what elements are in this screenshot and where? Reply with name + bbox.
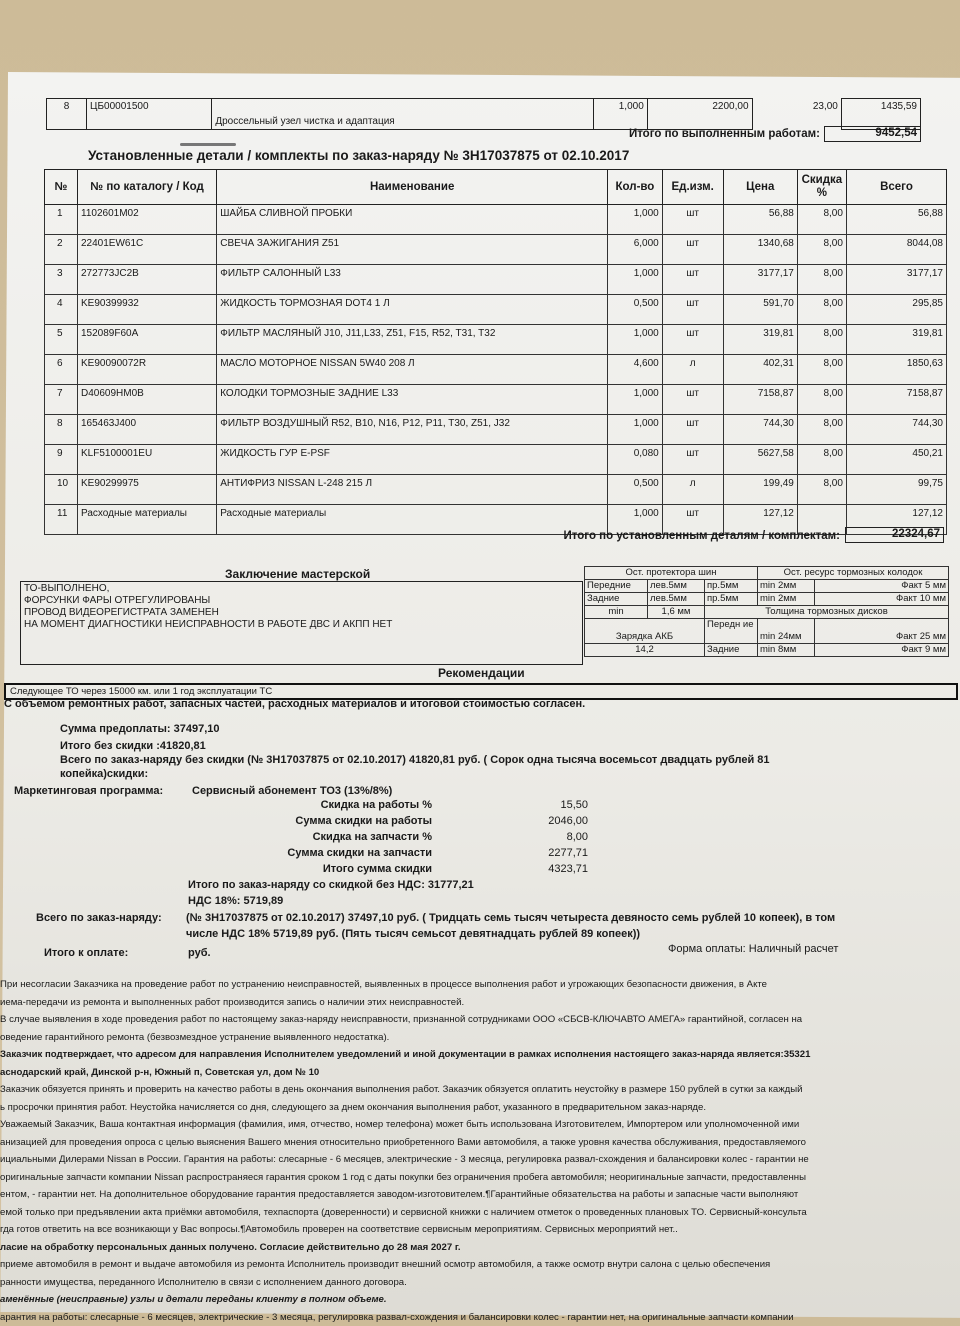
payment-form: Форма оплаты: Наличный расчет bbox=[668, 943, 838, 955]
fine-print-line: аснодарский край, Динской р-н, Южный п, Советская ул, дом № 10 bbox=[0, 1064, 960, 1082]
part-price: 199,49 bbox=[723, 475, 797, 505]
works-price: 2200,00 bbox=[647, 99, 752, 130]
part-no: 11 bbox=[45, 505, 78, 535]
terms-fine-print bbox=[0, 976, 960, 1326]
parts-header-row bbox=[45, 170, 947, 205]
part-qty: 6,000 bbox=[608, 235, 663, 265]
discount-row bbox=[200, 799, 590, 815]
works-total: 1435,59 bbox=[841, 99, 920, 130]
discs-rear-min: min 8мм bbox=[758, 644, 815, 657]
discs-front-label: Передн ие bbox=[705, 619, 758, 644]
marketing-program-label: Маркетинговая программа: bbox=[14, 785, 163, 797]
part-discount: 8,00 bbox=[797, 235, 846, 265]
order-total-line1: (№ 3Н17037875 от 02.10.2017) 37497,10 руб. ( Тридцать семь тысяч четыреста девяносто семь рублей 10 копеек), в том bbox=[186, 912, 835, 924]
tread-rear-left: лев.5мм bbox=[648, 593, 705, 606]
conclusion-title: Заключение мастерской bbox=[225, 567, 370, 581]
part-qty: 0,500 bbox=[608, 295, 663, 325]
table-row bbox=[45, 355, 947, 385]
total-with-discount: Итого по заказ-наряду со скидкой без НДС: 31777,21 bbox=[188, 879, 474, 891]
part-name: АНТИФРИЗ NISSAN L-248 215 Л bbox=[217, 475, 608, 505]
part-name: ФИЛЬТР САЛОННЫЙ L33 bbox=[217, 265, 608, 295]
tread-rear-right: пр.5мм bbox=[705, 593, 758, 606]
pads-rear-min: min 2мм bbox=[758, 593, 815, 606]
fine-print-line: В случае выявления в ходе проведения работ по настоящему заказ-наряду неисправности, признанной сотрудниками ООО «СБСВ-КЛЮЧАВТО АМЕГА» гарантийной, согласен на bbox=[0, 1011, 960, 1029]
part-no: 1 bbox=[45, 205, 78, 235]
part-discount: 8,00 bbox=[797, 295, 846, 325]
table-row bbox=[45, 415, 947, 445]
part-code: 165463J400 bbox=[78, 415, 217, 445]
part-code: 1102601M02 bbox=[78, 205, 217, 235]
table-row bbox=[45, 445, 947, 475]
works-qty: 1,000 bbox=[594, 99, 647, 130]
works-table bbox=[46, 98, 921, 130]
discs-front-fact: Факт 25 мм bbox=[815, 619, 949, 644]
discount-value: 2046,00 bbox=[432, 815, 588, 831]
part-total: 8044,08 bbox=[846, 235, 946, 265]
tread-min-label: min bbox=[585, 606, 648, 619]
fine-print-line: иема-передачи из ремонта и выполненных работ производится запись о наличии этих неисправностей. bbox=[0, 994, 960, 1012]
tread-front-label: Передние bbox=[585, 580, 648, 593]
discount-label: Скидка на работы % bbox=[200, 799, 432, 815]
parts-section-title: Установленные детали / комплекты по заказ-наряду № 3Н17037875 от 02.10.2017 bbox=[88, 148, 629, 163]
discount-row bbox=[200, 831, 590, 847]
part-discount: 8,00 bbox=[797, 205, 846, 235]
part-code: KLF5100001EU bbox=[78, 445, 217, 475]
part-qty: 1,000 bbox=[608, 205, 663, 235]
part-qty: 1,000 bbox=[608, 385, 663, 415]
fine-print-line: гда готов ответить на все возникающи у Вас вопросы.¶Автомобиль проверен на соответствие сервисным мероприятиям. Сервисных мероприятий нет.. bbox=[0, 1221, 960, 1239]
part-unit: л bbox=[662, 475, 723, 505]
part-total: 450,21 bbox=[846, 445, 946, 475]
tread-front-right: пр.5мм bbox=[705, 580, 758, 593]
part-discount: 8,00 bbox=[797, 355, 846, 385]
fine-print-line: ициальными Дилерами Nissan в России. Гарантия на работы: слесарные - 6 месяцев, электрические - 3 месяца, регулировка развал-схождения и балансировки колес - гарантии не bbox=[0, 1151, 960, 1169]
part-code: D40609HM0B bbox=[78, 385, 217, 415]
part-total: 319,81 bbox=[846, 325, 946, 355]
part-code: 22401EW61C bbox=[78, 235, 217, 265]
marketing-program-value: Сервисный абонемент ТО3 (13%/8%) bbox=[192, 785, 392, 797]
fine-print-line: Заказчик подтверждает, что адресом для направления Исполнителем уведомлений и иной документации в рамках исполнения настоящего заказ-наряда является:35321 bbox=[0, 1046, 960, 1064]
parts-total-value: 22324,67 bbox=[845, 527, 944, 543]
part-qty: 4,600 bbox=[608, 355, 663, 385]
discount-value: 15,50 bbox=[432, 799, 588, 815]
pads-front-min: min 2мм bbox=[758, 580, 815, 593]
agreement-text: С объемом ремонтных работ, запасных частей, расходных материалов и итоговой стоимостью согласен. bbox=[4, 698, 585, 710]
part-name: ФИЛЬТР МАСЛЯНЫЙ J10, J11,L33, Z51, F15, R52, T31, T32 bbox=[217, 325, 608, 355]
part-discount: 8,00 bbox=[797, 385, 846, 415]
table-row bbox=[45, 475, 947, 505]
part-unit: шт bbox=[662, 445, 723, 475]
total-no-discount: Итого без скидки :41820,81 bbox=[60, 740, 206, 752]
part-unit: шт bbox=[662, 385, 723, 415]
part-qty: 0,080 bbox=[608, 445, 663, 475]
table-row bbox=[45, 205, 947, 235]
parts-total-label: Итого по установленным деталям / комплектам: bbox=[420, 530, 840, 542]
pads-front-fact: Факт 5 мм bbox=[815, 580, 949, 593]
recommendations-text: Следующее ТО через 15000 км. или 1 год эксплуатации ТС bbox=[10, 686, 272, 697]
col-header-qty: Кол-во bbox=[608, 170, 663, 205]
fine-print-line: приеме автомобиля в ремонт и выдаче автомобиля из ремонта Исполнитель производит внешний осмотр автомобиля, а также осмотр внутри салона с целью обеспечения bbox=[0, 1256, 960, 1274]
part-price: 127,12 bbox=[723, 505, 797, 535]
discount-label: Итого сумма скидки bbox=[200, 863, 432, 879]
part-code: 272773JC2B bbox=[78, 265, 217, 295]
col-header-total: Всего bbox=[846, 170, 946, 205]
fine-print-line: ентом, - гарантии нет. На дополнительное оборудование гарантия предоставляется заводом-изготовителем.¶Гарантийные обязательства на работы и запасные части выполняют bbox=[0, 1186, 960, 1204]
discount-label: Сумма скидки на работы bbox=[200, 815, 432, 831]
part-price: 319,81 bbox=[723, 325, 797, 355]
part-unit: л bbox=[662, 355, 723, 385]
to-pay-value: руб. bbox=[188, 947, 211, 959]
table-row bbox=[47, 99, 921, 130]
col-header-price: Цена bbox=[723, 170, 797, 205]
part-qty: 1,000 bbox=[608, 325, 663, 355]
table-row bbox=[45, 265, 947, 295]
part-name: КОЛОДКИ ТОРМОЗНЫЕ ЗАДНИЕ L33 bbox=[217, 385, 608, 415]
discs-rear-label: Задние bbox=[705, 644, 758, 657]
part-code: 152089F60A bbox=[78, 325, 217, 355]
discount-row bbox=[200, 815, 590, 831]
prepay-amount: Сумма предоплаты: 37497,10 bbox=[60, 723, 220, 735]
recommendations-title: Рекомендации bbox=[438, 666, 525, 680]
tread-title: Ост. протектора шин bbox=[585, 567, 758, 580]
order-total-label: Всего по заказ-наряду: bbox=[36, 912, 162, 924]
part-name: МАСЛО МОТОРНОЕ NISSAN 5W40 208 Л bbox=[217, 355, 608, 385]
pads-rear-fact: Факт 10 мм bbox=[815, 593, 949, 606]
part-total: 1850,63 bbox=[846, 355, 946, 385]
part-no: 6 bbox=[45, 355, 78, 385]
battery-value: 14,2 bbox=[585, 644, 705, 657]
part-no: 4 bbox=[45, 295, 78, 325]
conclusion-line: ТО-ВЫПОЛНЕНО, bbox=[24, 583, 579, 595]
part-qty: 1,000 bbox=[608, 505, 663, 535]
part-unit: шт bbox=[662, 505, 723, 535]
order-no-discount-line1: Всего по заказ-наряду без скидки (№ 3Н17037875 от 02.10.2017) 41820,81 руб. ( Сорок одна тысяча восемьсот двадцать рублей 81 bbox=[60, 754, 770, 766]
part-price: 1340,68 bbox=[723, 235, 797, 265]
conclusion-line: НА МОМЕНТ ДИАГНОСТИКИ НЕИСПРАВНОСТИ В РАБОТЕ ДВС И АКПП НЕТ bbox=[24, 619, 579, 631]
discount-label: Скидка на запчасти % bbox=[200, 831, 432, 847]
part-no: 5 bbox=[45, 325, 78, 355]
part-no: 9 bbox=[45, 445, 78, 475]
fine-print-line: арантия на работы: слесарные - 6 месяцев, электрические - 3 месяца, регулировка развал-схождения и балансировки колес - гарантии нет, на оригинальные запчасти компании bbox=[0, 1309, 960, 1326]
fine-print-line: Заказчик обязуется принять и проверить на качество работы в день окончания выполнения работ. Заказчик обязуется оплатить неустойку в размере 150 рублей в сутки за каждый bbox=[0, 1081, 960, 1099]
part-name: Расходные материалы bbox=[217, 505, 608, 535]
works-code: ЦБ00001500 bbox=[87, 99, 212, 130]
parts-table-body bbox=[45, 205, 947, 535]
discount-value: 4323,71 bbox=[432, 863, 588, 879]
part-qty: 1,000 bbox=[608, 265, 663, 295]
works-total-label: Итого по выполненным работам: bbox=[480, 128, 820, 140]
order-total-line2: числе НДС 18% 5719,89 руб. (Пять тысяч семьсот девятнадцать рублей 89 копеек)) bbox=[186, 928, 640, 940]
discount-value: 8,00 bbox=[432, 831, 588, 847]
discount-row bbox=[200, 863, 590, 879]
part-name: ЖИДКОСТЬ ГУР E-PSF bbox=[217, 445, 608, 475]
fine-print-line: Уважаемый Заказчик, Ваша контактная информация (фамилия, имя, отчество, номер телефона) может быть использована Изготовителем, Импортером или уполномоченной ими bbox=[0, 1116, 960, 1134]
part-code: KE90299975 bbox=[78, 475, 217, 505]
tread-min-value: 1,6 мм bbox=[648, 606, 705, 619]
conclusion-box bbox=[20, 581, 583, 665]
col-header-no: № bbox=[45, 170, 78, 205]
fine-print-line: ласие на обработку персональных данных получено. Согласие действительно до 28 мая 2027 г. bbox=[0, 1239, 960, 1257]
parts-table bbox=[44, 169, 947, 535]
part-unit: шт bbox=[662, 235, 723, 265]
part-no: 7 bbox=[45, 385, 78, 415]
part-unit: шт bbox=[662, 325, 723, 355]
works-no: 8 bbox=[47, 99, 87, 130]
part-unit: шт bbox=[662, 205, 723, 235]
part-total: 3177,17 bbox=[846, 265, 946, 295]
part-no: 2 bbox=[45, 235, 78, 265]
part-total: 295,85 bbox=[846, 295, 946, 325]
discs-rear-fact: Факт 9 мм bbox=[815, 644, 949, 657]
staple bbox=[180, 143, 236, 146]
part-total: 7158,87 bbox=[846, 385, 946, 415]
fine-print-line: При несогласии Заказчика на проведение работ по устранению неисправностей, выявленных в процессе выполнения работ и угрожающих безопасности движения, в Акте bbox=[0, 976, 960, 994]
part-unit: шт bbox=[662, 295, 723, 325]
part-total: 99,75 bbox=[846, 475, 946, 505]
part-price: 7158,87 bbox=[723, 385, 797, 415]
discount-list bbox=[200, 799, 590, 879]
fine-print-line: ранности имущества, переданного Исполнителю в связи с исполнением данного договора. bbox=[0, 1274, 960, 1292]
col-header-discount: Скидка % bbox=[797, 170, 846, 205]
vat-amount: НДС 18%: 5719,89 bbox=[188, 895, 283, 907]
discount-row bbox=[200, 847, 590, 863]
fine-print-line: оригинальные запчасти компании Nissan распространяеся гарантия сроком 1 год с даты покупки без ограничения пробега автомобиля; неоригинальные запчасти, предоставленны bbox=[0, 1169, 960, 1187]
part-price: 5627,58 bbox=[723, 445, 797, 475]
discount-label: Сумма скидки на запчасти bbox=[200, 847, 432, 863]
fine-print-line: ь просрочки принятия работ. Неустойка начисляется со дня, следующего за днем окончания выполнения работ, указанного в предварительном заказ-наряде. bbox=[0, 1099, 960, 1117]
order-no-discount-line2: копейка)скидки: bbox=[60, 768, 148, 780]
part-discount: 8,00 bbox=[797, 415, 846, 445]
discs-title: Толщина тормозных дисков bbox=[705, 606, 949, 619]
part-unit: шт bbox=[662, 265, 723, 295]
col-header-unit: Ед.изм. bbox=[662, 170, 723, 205]
part-name: ЖИДКОСТЬ ТОРМОЗНАЯ DOT4 1 Л bbox=[217, 295, 608, 325]
part-code: Расходные материалы bbox=[78, 505, 217, 535]
part-price: 744,30 bbox=[723, 415, 797, 445]
part-code: KE90399932 bbox=[78, 295, 217, 325]
part-name: ФИЛЬТР ВОЗДУШНЫЙ R52, B10, N16, P12, P11, T30, Z51, J32 bbox=[217, 415, 608, 445]
part-price: 591,70 bbox=[723, 295, 797, 325]
table-row bbox=[45, 325, 947, 355]
table-row bbox=[45, 235, 947, 265]
part-no: 3 bbox=[45, 265, 78, 295]
inspection-table bbox=[584, 566, 949, 657]
tread-front-left: лев.5мм bbox=[648, 580, 705, 593]
part-price: 3177,17 bbox=[723, 265, 797, 295]
part-discount: 8,00 bbox=[797, 325, 846, 355]
to-pay-label: Итого к оплате: bbox=[44, 947, 128, 959]
part-price: 56,88 bbox=[723, 205, 797, 235]
discs-front-min: min 24мм bbox=[758, 619, 815, 644]
part-qty: 1,000 bbox=[608, 415, 663, 445]
part-price: 402,31 bbox=[723, 355, 797, 385]
part-qty: 0,500 bbox=[608, 475, 663, 505]
works-total-value: 9452,54 bbox=[824, 126, 921, 142]
col-header-code: № по каталогу / Код bbox=[78, 170, 217, 205]
part-code: KE90090072R bbox=[78, 355, 217, 385]
part-name: ШАЙБА СЛИВНОЙ ПРОБКИ bbox=[217, 205, 608, 235]
part-total: 56,88 bbox=[846, 205, 946, 235]
conclusion-line: ПРОВОД ВИДЕОРЕГИСТРАТА ЗАМЕНЕН bbox=[24, 607, 579, 619]
part-name: СВЕЧА ЗАЖИГАНИЯ Z51 bbox=[217, 235, 608, 265]
table-row bbox=[45, 385, 947, 415]
table-row bbox=[45, 295, 947, 325]
conclusion-line: ФОРСУНКИ ФАРЫ ОТРЕГУЛИРОВАНЫ bbox=[24, 595, 579, 607]
fine-print-line: емой только при предъявлении акта приёмки автомобиля, техпаспорта (доверенности) и сервисной книжки с наличием отметок о проведенных плановых ТО. Сервисный-консульта bbox=[0, 1204, 960, 1222]
works-name: Дроссельный узел чистка и адаптация bbox=[212, 99, 594, 130]
tread-rear-label: Задние bbox=[585, 593, 648, 606]
col-header-name: Наименование bbox=[217, 170, 608, 205]
part-total: 127,12 bbox=[846, 505, 946, 535]
fine-print-line: оведение гарантийного ремонта (безвозмездное устранение выявленного недостатка). bbox=[0, 1029, 960, 1047]
discount-value: 2277,71 bbox=[432, 847, 588, 863]
fine-print-line: анизацией для проведения опроса с целью выяснения Вашего мнения относительно приобретенного Вами автомобиля, а также уровня качества обслуживания, предоставляемого bbox=[0, 1134, 960, 1152]
part-discount: 8,00 bbox=[797, 265, 846, 295]
part-discount: 8,00 bbox=[797, 445, 846, 475]
pads-title: Ост. ресурс тормозных колодок bbox=[758, 567, 949, 580]
works-discount: 23,00 bbox=[752, 99, 841, 130]
part-no: 8 bbox=[45, 415, 78, 445]
part-unit: шт bbox=[662, 415, 723, 445]
battery-label: Зарядка АКБ bbox=[585, 619, 705, 644]
part-discount: 8,00 bbox=[797, 475, 846, 505]
part-no: 10 bbox=[45, 475, 78, 505]
fine-print-line: аменённые (неисправные) узлы и детали переданы клиенту в полном объеме. bbox=[0, 1291, 960, 1309]
part-total: 744,30 bbox=[846, 415, 946, 445]
